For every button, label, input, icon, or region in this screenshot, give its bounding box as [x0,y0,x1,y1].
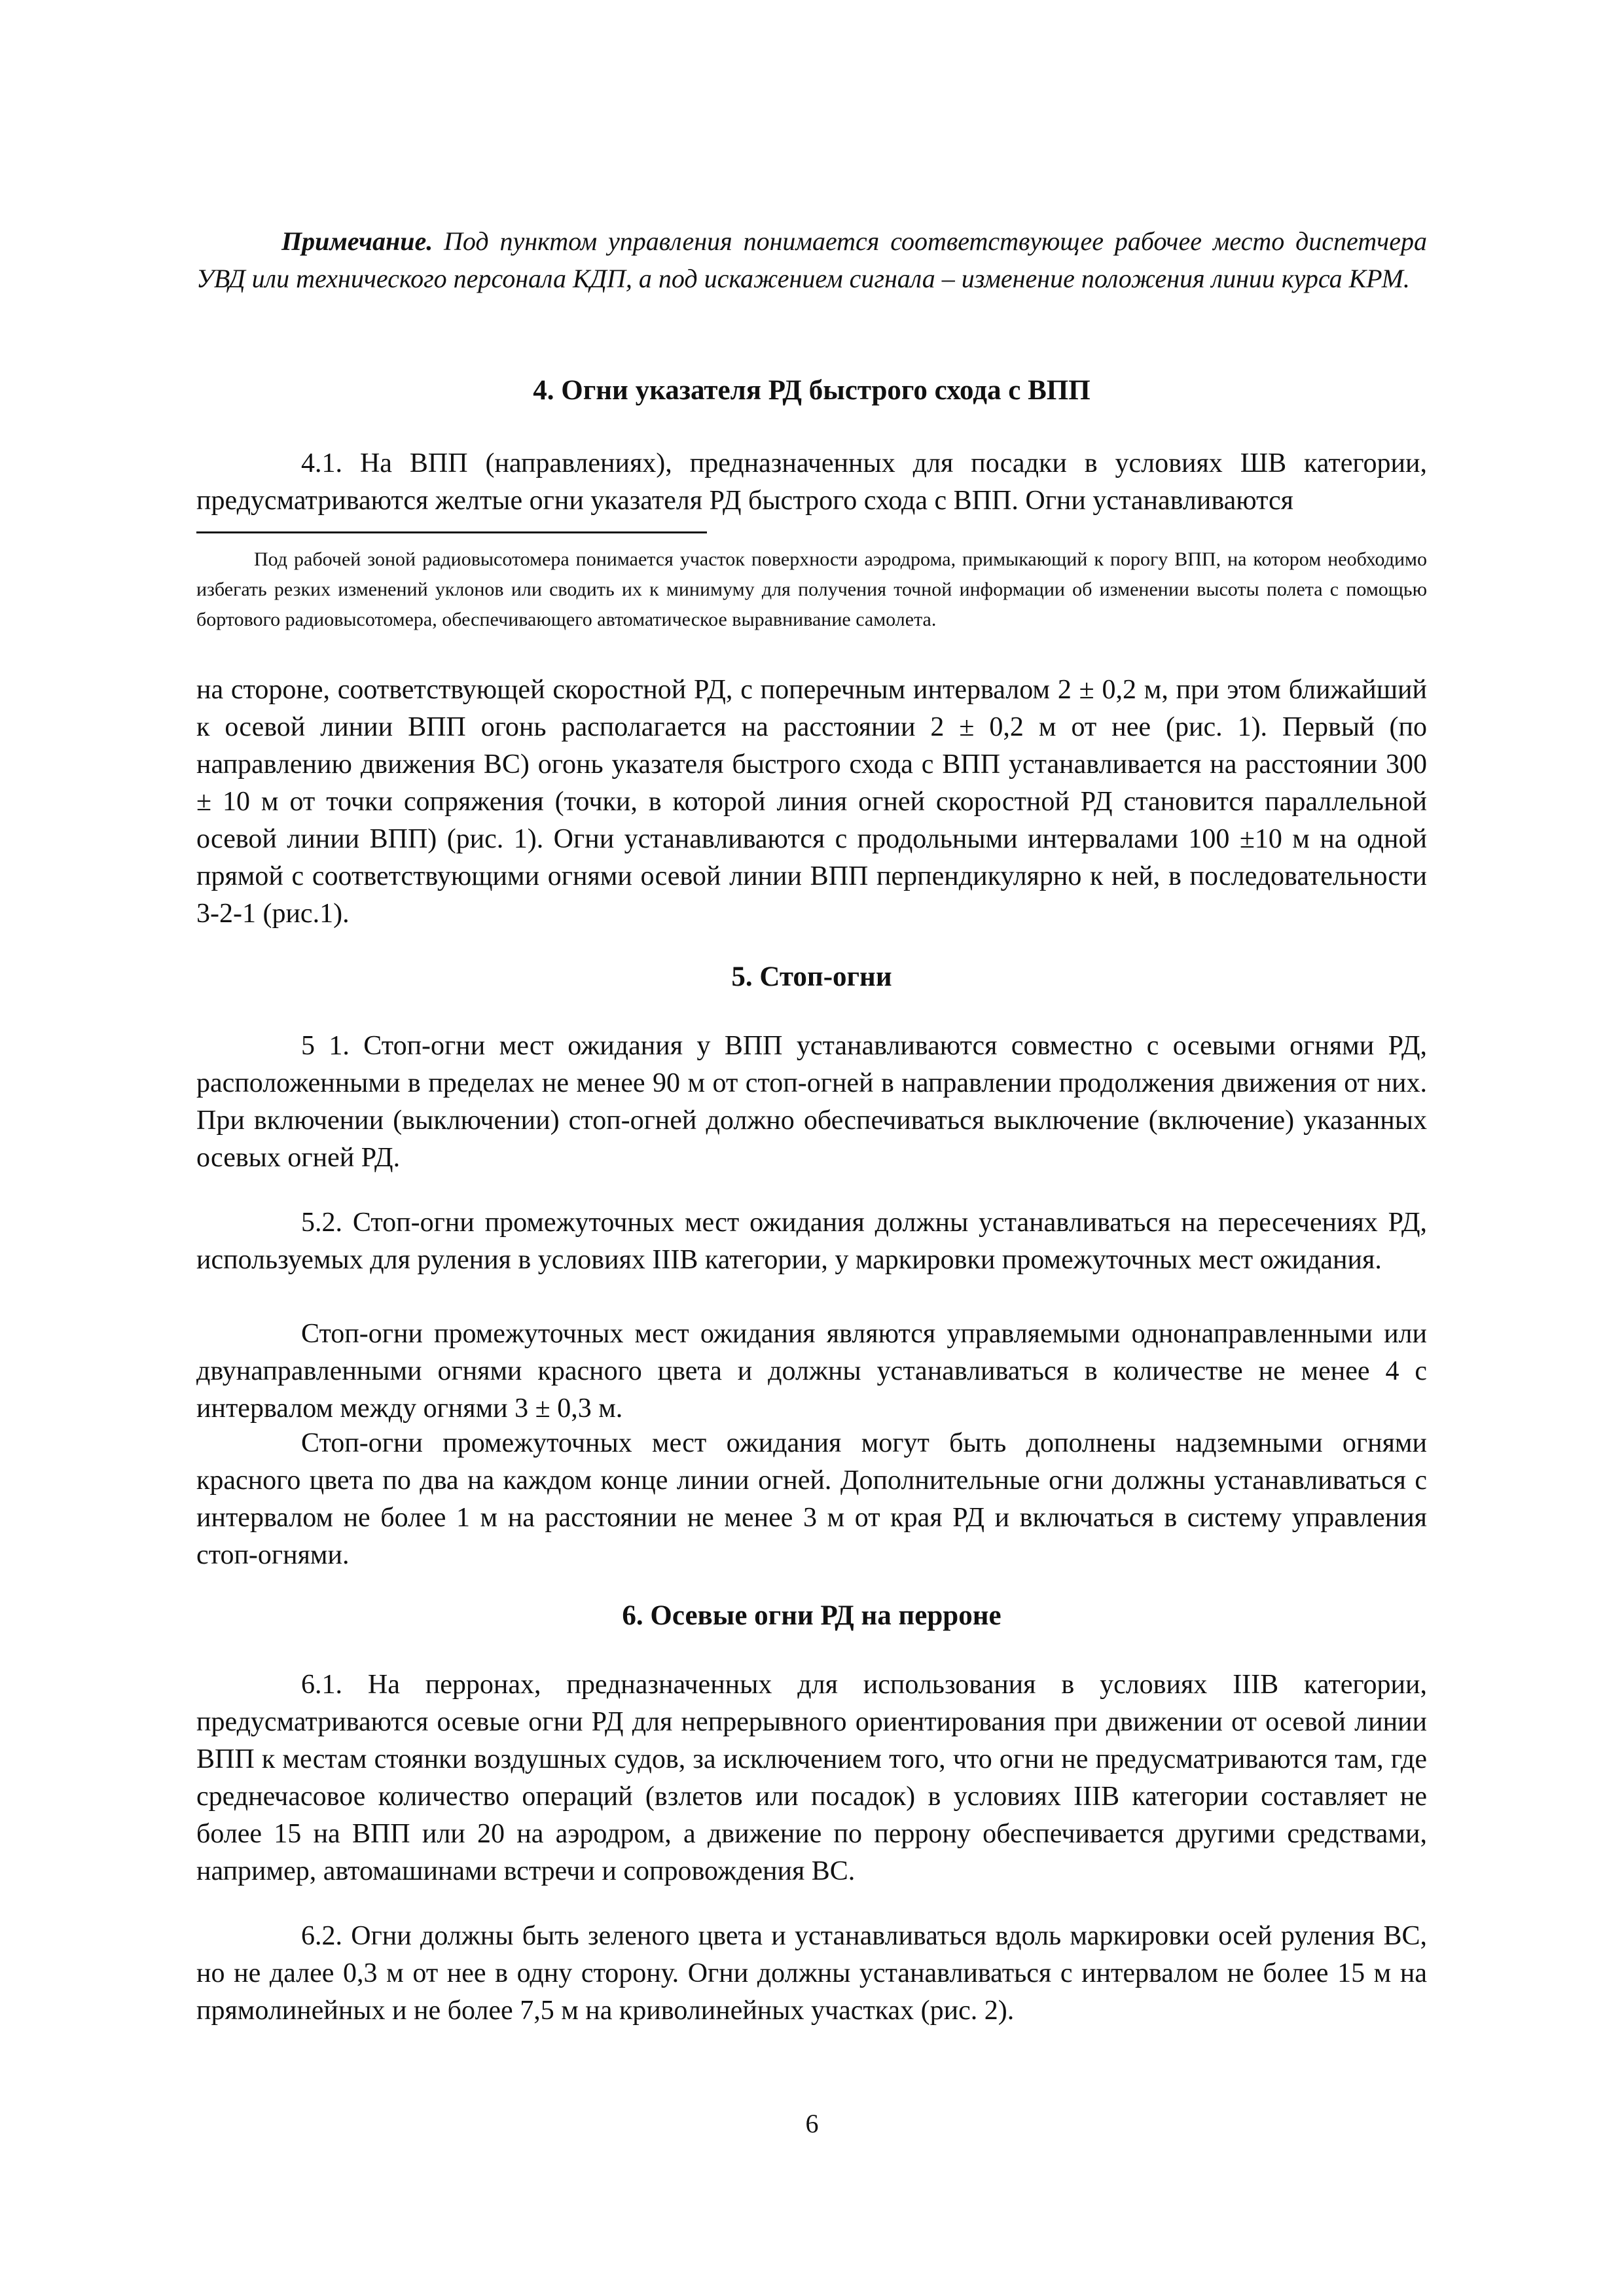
section-6-paragraph-1: 6.1. На перронах, предназначенных для использования в условиях IIIВ категории, предусматриваются осевые огни РД для непрерывного ориентирования при движении от осевой линии ВПП к местам стоянки воздушных судов, за исключением того, что огни не предусматриваются там, где среднечасовое количество операций (взлетов или посадок) в условиях IIIВ категории составляет не более 15 на ВПП или 20 на аэродром, а движение по перрону обеспечивается другими средствами, например, автомашинами встречи и сопровождения ВС. [196,1670,1427,1886]
note-paragraph [196,223,1427,297]
section-4-heading: 4. Огни указателя РД быстрого схода с ВПП [533,375,1091,406]
note-text: Под пунктом управления понимается соответствующее рабочее место диспетчера УВД или технического персонала КДП, а под искажением сигнала – изменение положения линии курса КРМ. [196,226,1427,293]
section-4-paragraph-1: 4.1. На ВПП (направлениях), предназначенных для посадки в условиях ШВ категории, предусматриваются желтые огни указателя РД быстрого схода с ВПП. Огни устанавливаются [196,448,1427,516]
section-5-paragraph-4: Стоп-огни промежуточных мест ожидания могут быть дополнены надземными огнями красного цвета по два на каждом конце линии огней. Дополнительные огни должны устанавливаться с интервалом не более 1 м на расстоянии не менее 3 м от края РД и включаться в систему управления стоп-огнями. [196,1428,1427,1570]
page-number: 6 [805,2109,819,2138]
footnote-divider [196,531,707,533]
note-lead: Примечание. [281,226,433,256]
section-5-heading: 5. Стоп-огни [731,961,892,992]
section-4-paragraph-1-continued: на стороне, соответствующей скоростной РД, с поперечным интервалом 2 ± 0,2 м, при этом ближайший к осевой линии ВПП огонь располагается на расстоянии 2 ± 0,2 м от нее (рис. 1). Первый (по направлению движения ВС) огонь указателя быстрого схода с ВПП устанавливается на расстоянии 300 ± 10 м от точки сопряжения (точки, в которой линия огней скоростной РД становится параллельной осевой линии ВПП) (рис. 1). Огни устанавливаются с продольными интервалами 100 ±10 м на одной прямой с соответствующими огнями осевой линии ВПП перпендикулярно к ней, в последовательности 3-2-1 (рис.1). [196,675,1427,929]
section-5-paragraph-3: Стоп-огни промежуточных мест ожидания являются управляемыми однонаправленными или двунаправленными огнями красного цвета и должны устанавливаться в количестве не менее 4 с интервалом между огнями 3 ± 0,3 м. [196,1319,1427,1424]
footnote: Под рабочей зоной радиовысотомера понимается участок поверхности аэродрома, примыкающий к порогу ВПП, на котором необходимо избегать резких изменений уклонов или сводить их к минимуму для получения точной информации об изменении высоты полета с помощью бортового радиовысотомера, обеспечивающего автоматическое выравнивание самолета. [196,548,1427,630]
section-6-paragraph-2: 6.2. Огни должны быть зеленого цвета и устанавливаться вдоль маркировки осей руления ВС, но не далее 0,3 м от нее в одну сторону. Огни должны устанавливаться с интервалом не более 15 м на прямолинейных и не более 7,5 м на криволинейных участках (рис. 2). [196,1921,1427,2026]
section-6-heading: 6. Осевые огни РД на перроне [622,1600,1001,1631]
section-5-paragraph-2: 5.2. Стоп-огни промежуточных мест ожидания должны устанавливаться на пересечениях РД, используемых для руления в условиях IIIВ категории, у маркировки промежуточных мест ожидания. [196,1208,1427,1275]
section-5-paragraph-1: 5 1. Стоп-огни мест ожидания у ВПП устанавливаются совместно с осевыми огнями РД, расположенными в пределах не менее 90 м от стоп-огней в направлении продолжения движения от них. При включении (выключении) стоп-огней должно обеспечиваться выключение (включение) указанных осевых огней РД. [196,1031,1427,1173]
